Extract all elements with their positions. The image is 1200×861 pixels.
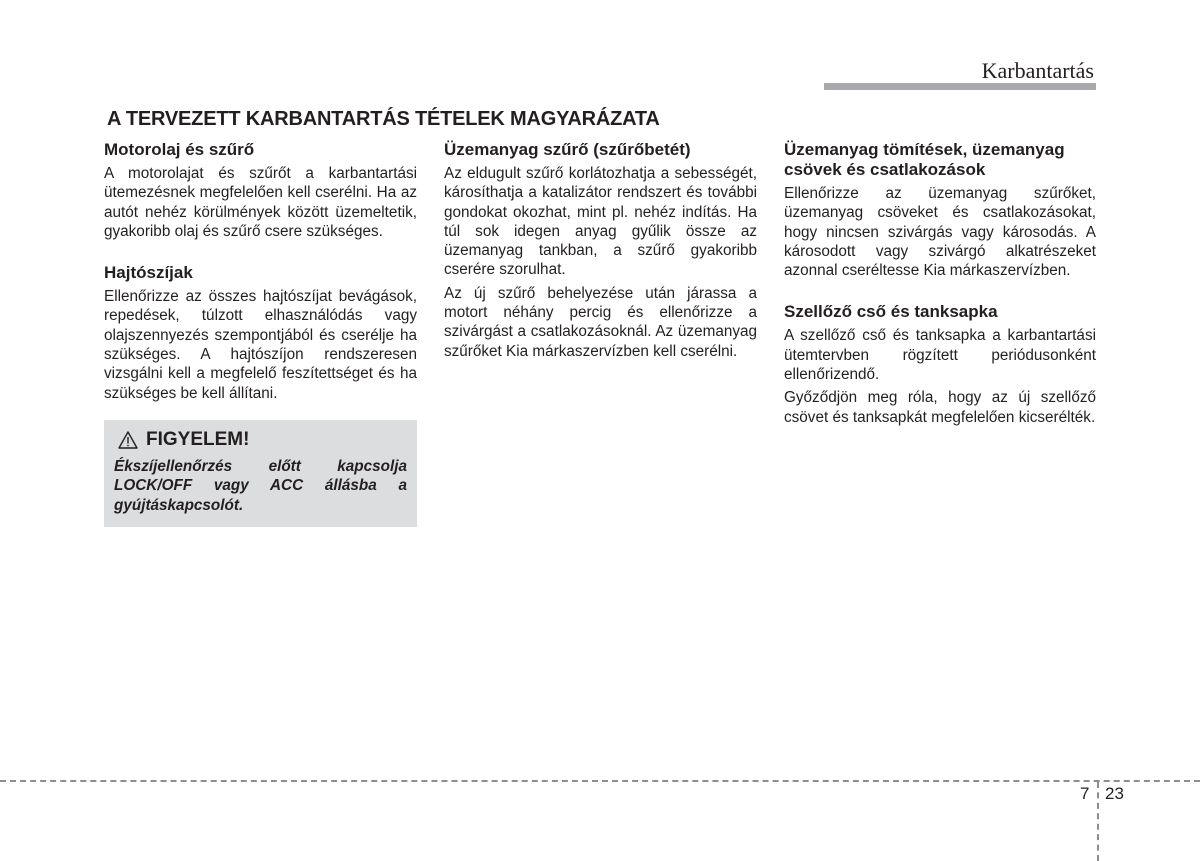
section-title: Üzemanyag szűrő (szűrőbetét) bbox=[444, 140, 691, 159]
section-paragraph: Ellenőrizze az üzemanyag szűrőket, üzemanyag csöveket és csatlakozásokat, hogy nincsen szivárgás vagy károsodás. A károsodott vagy szivárgó alkatrészeket azonnal cseréltesse Kia márkaszervízben. bbox=[784, 185, 1096, 280]
section-paragraph: Győződjön meg róla, hogy az új szellőző csövet és tanksapkát megfelelően kicserélték. bbox=[784, 389, 1096, 426]
page-heading: A TERVEZETT KARBANTARTÁS TÉTELEK MAGYARÁZATA bbox=[107, 108, 660, 130]
warning-triangle-icon bbox=[118, 431, 138, 449]
section-title: Motorolaj és szűrő bbox=[104, 140, 255, 159]
page-number: 23 bbox=[1105, 784, 1124, 803]
section-paragraph: Az új szűrő behelyezése után járassa a motort néhány percig és ellenőrizze a szivárgást a csatlakozásoknál. Az üzemanyag szűrőket Kia márkaszervízben kell cserélni. bbox=[444, 284, 757, 360]
column-3 bbox=[784, 140, 1096, 427]
section-paragraph: A motorolajat és szűrőt a karbantartási ütemezésnek megfelelően kell cserélni. Ha az autót nehéz körülmények között üzemeltetik, gyakoribb olaj és szűrő csere szükséges. bbox=[104, 165, 417, 240]
section-title: Üzemanyag tömítések, üzemanyag csövek és csatlakozások bbox=[784, 140, 1065, 179]
warning-header bbox=[114, 429, 407, 451]
column-2 bbox=[444, 140, 757, 361]
section-title: Hajtószíjak bbox=[104, 263, 193, 283]
section-engine-oil bbox=[104, 140, 417, 241]
footer-divider bbox=[0, 780, 1200, 782]
section-fuel-filter bbox=[444, 140, 757, 361]
section-fuel-lines bbox=[784, 140, 1096, 280]
section-vent-hose bbox=[784, 302, 1096, 426]
column-1 bbox=[104, 140, 417, 527]
section-drive-belts bbox=[104, 263, 417, 403]
warning-text: Ékszíjellenőrzés előtt kapcsolja LOCK/OFF vagy ACC állásba a gyújtáskapcsolót. bbox=[114, 457, 407, 514]
footer-vertical-divider bbox=[1097, 782, 1099, 861]
section-paragraph: Ellenőrizze az összes hajtószíjat bevágások, repedések, túlzott elhasználódás vagy olajszennyezés szempontjából és cserélje ha szükséges. A hajtószíjon rendszeresen vizsgálni kell a megfelelő feszítettséget és ha szükséges be kell állítani. bbox=[104, 288, 417, 402]
header-accent-bar bbox=[824, 83, 1096, 90]
warning-box bbox=[104, 420, 417, 527]
running-header-title: Karbantartás bbox=[981, 58, 1094, 83]
chapter-number: 7 bbox=[1080, 784, 1090, 803]
warning-title: FIGYELEM! bbox=[146, 428, 250, 450]
section-paragraph: Az eldugult szűrő korlátozhatja a sebességét, károsíthatja a katalizátor rendszert és további gondokat okozhat, mint pl. nehéz indítás. Ha túl sok idegen anyag gyűlik össze az üzemanyag tankban, a szűrő gyakoribb cserére szorulhat. bbox=[444, 165, 757, 279]
section-title: Szellőző cső és tanksapka bbox=[784, 302, 998, 322]
section-paragraph: A szellőző cső és tanksapka a karbantartási ütemtervben rögzített periódusonként ellenőrizendő. bbox=[784, 327, 1096, 384]
